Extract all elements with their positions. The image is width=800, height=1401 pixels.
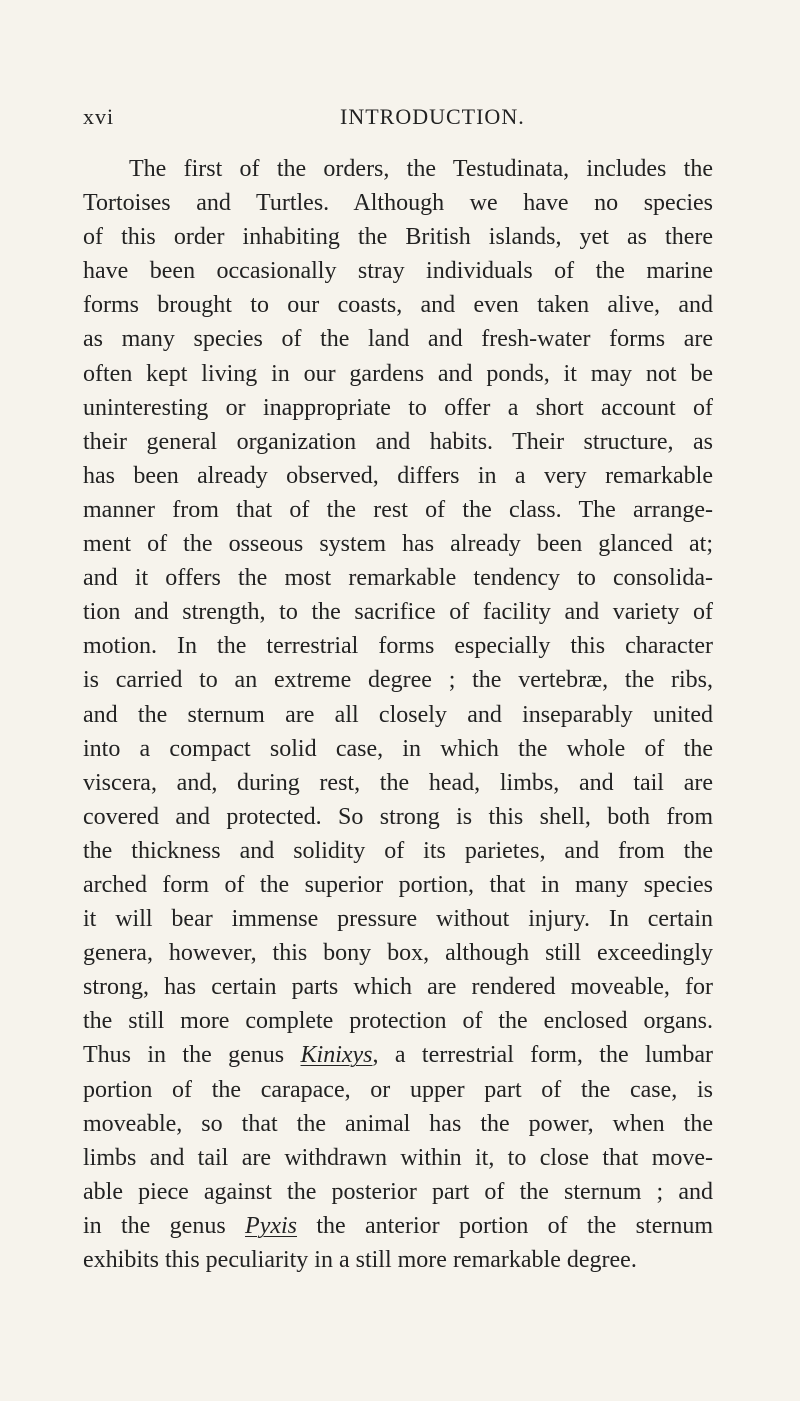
text-line: is carried to an extreme degree ; the vertebræ, the ribs, (83, 667, 713, 694)
line-start: Thus in the genus (83, 1042, 301, 1069)
line-start: in the genus (83, 1212, 246, 1239)
text-line: often kept living in our gardens and ponds, it may not be (83, 360, 713, 387)
text-line: has been already observed, differs in a very remarkable (83, 462, 713, 489)
text-line: manner from that of the rest of the class. The arrange- (83, 496, 713, 523)
text-line: and the sternum are all closely and inseparably united (83, 701, 713, 728)
body-paragraph (83, 152, 713, 1277)
text-line-kinixys (83, 1038, 713, 1072)
text-line: forms brought to our coasts, and even taken alive, and (83, 292, 713, 319)
text-line: limbs and tail are withdrawn within it, to close that move- (83, 1144, 713, 1171)
text-line: able piece against the posterior part of the sternum ; and (83, 1178, 713, 1205)
text-line: strong, has certain parts which are rendered moveable, for (83, 974, 713, 1001)
text-line: moveable, so that the animal has the power, when the (83, 1110, 713, 1137)
text-line-pyxis (83, 1209, 713, 1243)
page-number: xvi (83, 104, 115, 129)
text-line: uninteresting or inappropriate to offer a short account of (83, 394, 713, 421)
genus-name-kinixys: Kinixys (300, 1042, 373, 1069)
text-line: Tortoises and Turtles. Although we have no species (83, 190, 713, 217)
line-end: the anterior portion of the sternum (297, 1212, 714, 1239)
line-end: , a terrestrial form, the lumbar (372, 1042, 713, 1069)
text-line: of this order inhabiting the British islands, yet as there (83, 224, 713, 251)
text-line: arched form of the superior portion, that in many species (83, 871, 713, 898)
text-line: covered and protected. So strong is this shell, both from (83, 803, 713, 830)
text-line: and it offers the most remarkable tendency to consolida- (83, 565, 713, 592)
text-line: as many species of the land and fresh-water forms are (83, 326, 713, 353)
text-line: portion of the carapace, or upper part of the case, is (83, 1076, 713, 1103)
text-line: it will bear immense pressure without injury. In certain (83, 906, 713, 933)
text-line: genera, however, this bony box, although still exceedingly (83, 940, 713, 967)
text-line: into a compact solid case, in which the whole of the (83, 735, 713, 762)
genus-name-pyxis: Pyxis (245, 1212, 298, 1239)
text-line: viscera, and, during rest, the head, limbs, and tail are (83, 769, 713, 796)
text-line: have been occasionally stray individuals of the marine (83, 258, 713, 285)
text-line: the still more complete protection of the enclosed organs. (83, 1008, 713, 1035)
text-line: tion and strength, to the sacrifice of facility and variety of (83, 599, 713, 626)
running-title: INTRODUCTION. (340, 104, 525, 129)
text-line: their general organization and habits. Their structure, as (83, 428, 713, 455)
text-line: ment of the osseous system has already been glanced at; (83, 531, 713, 558)
text-line: The first of the orders, the Testudinata, includes the (129, 156, 713, 182)
running-head (83, 104, 713, 136)
text-line: exhibits this peculiarity in a still more remarkable degree. (83, 1247, 637, 1273)
text-line: motion. In the terrestrial forms especially this character (83, 633, 713, 660)
text-line: the thickness and solidity of its parietes, and from the (83, 837, 713, 864)
